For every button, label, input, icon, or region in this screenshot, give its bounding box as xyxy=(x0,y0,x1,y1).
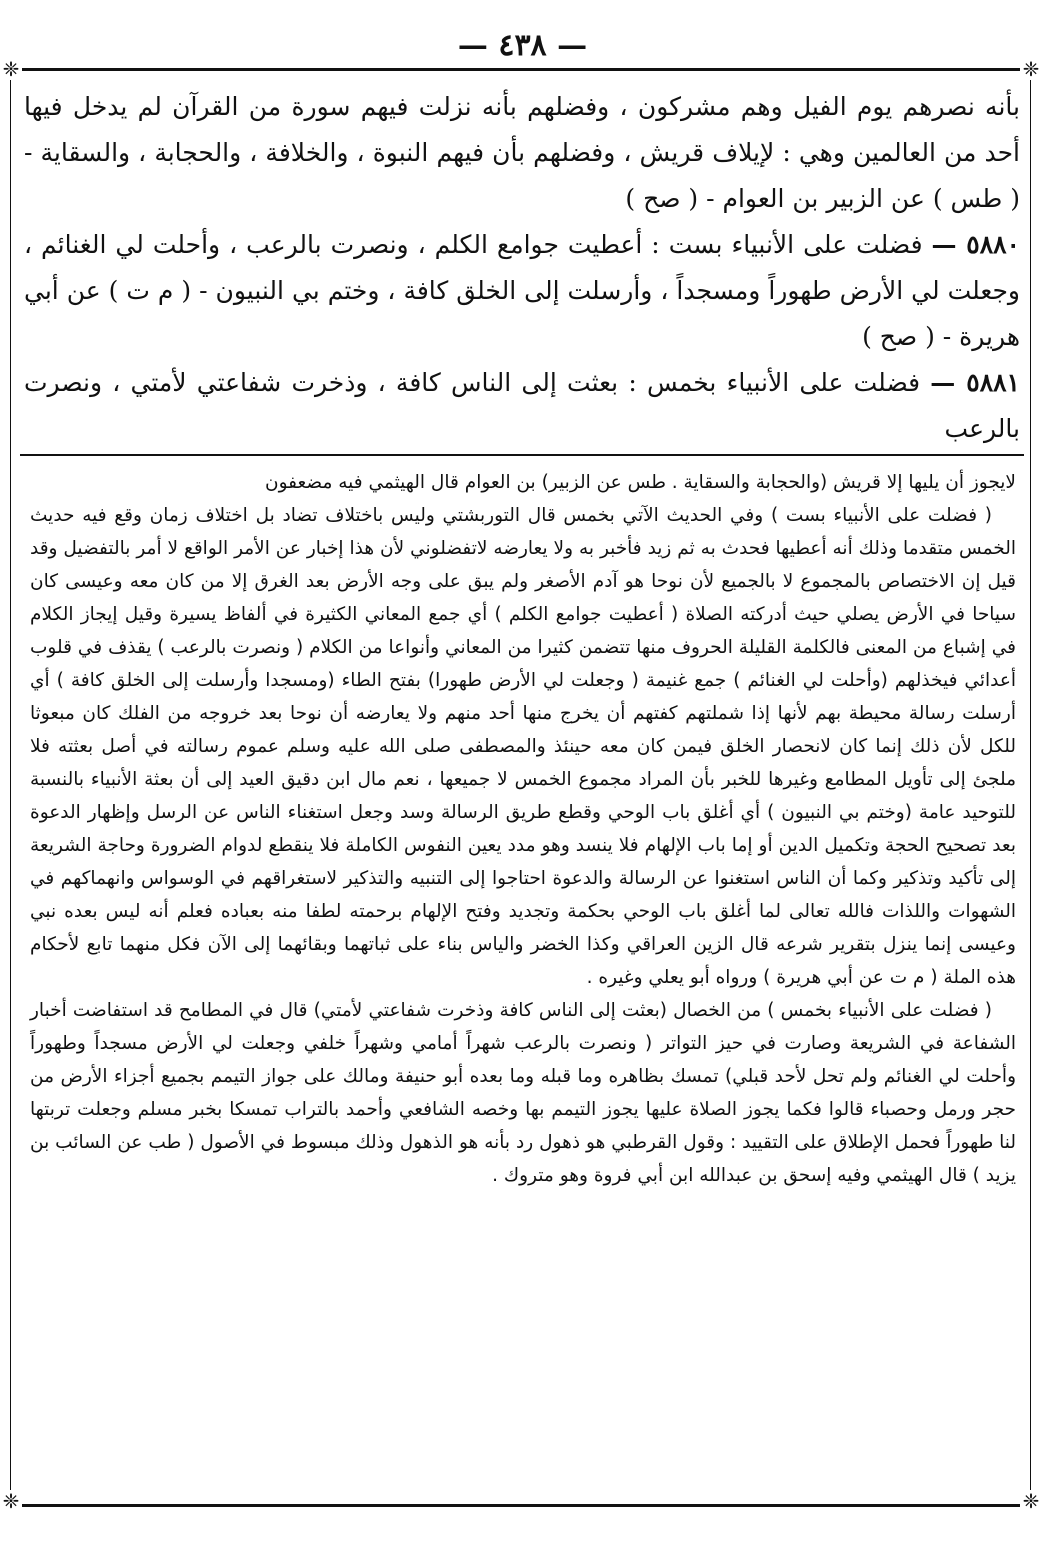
section-divider xyxy=(20,454,1024,456)
corner-ornament-icon: ❈ xyxy=(0,58,22,80)
commentary-section xyxy=(30,466,1016,1496)
commentary-paragraph: لايجوز أن يليها إلا قريش (والحجابة والسقاية . طس عن الزبير) بن العوام قال الهيثمي فيه مضعفون xyxy=(264,472,1016,493)
hadith-body: فضلت على الأنبياء بست : أعطيت جوامع الكلم ، ونصرت بالرعب ، وأحلت لي الغنائم ، وجعلت لي الأرض طهوراً ومسجداً ، وأرسلت إلى الخلق كافة ، وختم بي النبيون - ( م ت ) عن أبي هريرة - ( صح ) xyxy=(24,230,1020,351)
hadith-5881 xyxy=(24,360,1020,452)
frame-right-rule xyxy=(1030,68,1031,1501)
commentary-paragraph: ( فضلت على الأنبياء بست ) وفي الحديث الآتي بخمس قال التوربشتي وليس باختلاف تضاد بل اختلاف زمان وقع فيه حديث الخمس متقدما وذلك أنه أعطيها فحدث به ثم زيد فأخبر به ولا يعارضه لاتفضلوني لأن هذا إخبار عن الأمر الواقع لا أمر بالتفضيل وقد قيل إن الاختصاص بالمجموع لا بالجميع لأن نوحا هو آدم الأصغر ولم يبق على وجه الأرض بعد الغرق إلا من كان معه وعيسى كان سياحا في الأرض يصلي حيث أدركته الصلاة ( أعطيت جوامع الكلم ) أي جمع المعاني الكثيرة في ألفاظ يسيرة وقيل إيجاز الكلام في إشباع من المعنى فالكلمة القليلة الحروف منها تتضمن كثيرا من المعاني وأنواعا من الكلام ( ونصرت بالرعب ) يقذف في قلوب أعدائي فيخذلهم (وأحلت لي الغنائم ) جمع غنيمة ( وجعلت لي الأرض طهورا) بفتح الطاء (ومسجدا وأرسلت إلى الخلق كافة ) أي أرسلت رسالة محيطة بهم لأنها إذا شملتهم كفتهم أن يخرج منها أحد منهم ولا يعارضه أن نوحا بعد خروجه من الفلك كان مبعوثا للكل لأن ذلك إنما كان لانحصار الخلق فيمن كان معه حينئذ والمصطفى صلى الله عليه وسلم عموم رسالته في أصل بعثته فلا ملجئ إلى تأويل المطامع وغيرها للخبر بأن المراد مجموع الخمس لا جميعها ، نعم مال ابن دقيق العيد إلى أن بعثة الأنبياء بالنسبة للتوحيد عامة (وختم بي النبيون ) أي أغلق باب الوحي وقطع طريق الرسالة وسد وجعل استغناء الناس عن الرسل وإظهار الدعوة بعد تصحيح الحجة وتكميل الدين أو إما باب الإلهام فلا ينسد وهو مدد يعين النفوس الكاملة فلا ينقطع لدوام الضرورة وحاجة الشريعة إلى تأكيد وتذكير وكما أن الناس استغنوا عن الرسالة والدعوة احتاجوا إلى التنبيه والتذكير لاستغراقهم في الوسواس وانهماكهم في الشهوات واللذات فالله تعالى لما أغلق باب الوحي بحكمة وتجديد وفتح الإلهام برحمته لطفا منه بعباده فعلم أنه ليس بعده نبي وعيسى إنما ينزل بتقرير شرعه قال الزين العراقي وكذا الخضر والياس بناء على ثباتهما وبقائهما إلى الآن فكل منهما تابع لأحكام هذه الملة ( م ت عن أبي هريرة ) ورواه أبو يعلي وغيره . xyxy=(30,505,1016,988)
hadith-body: فضلت على الأنبياء بخمس : بعثت إلى الناس كافة ، وذخرت شفاعتي لأمتي ، ونصرت بالرعب xyxy=(24,368,1020,443)
frame-left-rule xyxy=(10,68,11,1501)
corner-ornament-icon: ❈ xyxy=(0,1490,22,1512)
page-number: — ٤٣٨ — xyxy=(457,28,588,63)
hadith-number: ٥٨٨١ — xyxy=(930,368,1020,397)
hadith-5880 xyxy=(24,222,1020,360)
hadith-continuation: بأنه نصرهم يوم الفيل وهم مشركون ، وفضلهم بأنه نزلت فيهم سورة من القرآن لم يدخل فيها أحد من العالمين وهي : لإيلاف قريش ، وفضلهم بأن فيهم النبوة ، والخلافة ، والحجابة ، والسقاية - ( طس ) عن الزبير بن العوام - ( صح ) xyxy=(24,92,1020,213)
corner-ornament-icon: ❈ xyxy=(1020,1490,1042,1512)
hadith-number: ٥٨٨٠ — xyxy=(931,230,1020,259)
corner-ornament-icon: ❈ xyxy=(1020,58,1042,80)
hadith-text-section xyxy=(24,84,1020,446)
commentary-paragraph: ( فضلت على الأنبياء بخمس ) من الخصال (بعثت إلى الناس كافة وذخرت شفاعتي لأمتي) قال في المطامح قد استفاضت أخبار الشفاعة في الشريعة وصارت في حيز التواتر ( ونصرت بالرعب شهراً أمامي وشهراً خلفي وجعلت لي الأرض مسجداً وطهوراً وأحلت لي الغنائم ولم تحل لأحد قبلي) تمسك بظاهره وما قبله وما بعده أبو حنيفة ومالك على جواز التيمم بجميع أجزاء الأرض من حجر ورمل وحصباء قالوا فكما يجوز الصلاة عليها يجوز التيمم بها وخصه الشافعي وأحمد بالتراب تمسكا بخبر مسلم وجعلت تربتها لنا طهوراً فحمل الإطلاق على التقييد : وقول القرطبي هو ذهول رد بأنه هو الذهول وذلك مبسوط في الأصول ( طب عن السائب بن يزيد ) قال الهيثمي وفيه إسحق بن عبدالله ابن أبي فروة وهو متروك . xyxy=(30,1000,1016,1186)
